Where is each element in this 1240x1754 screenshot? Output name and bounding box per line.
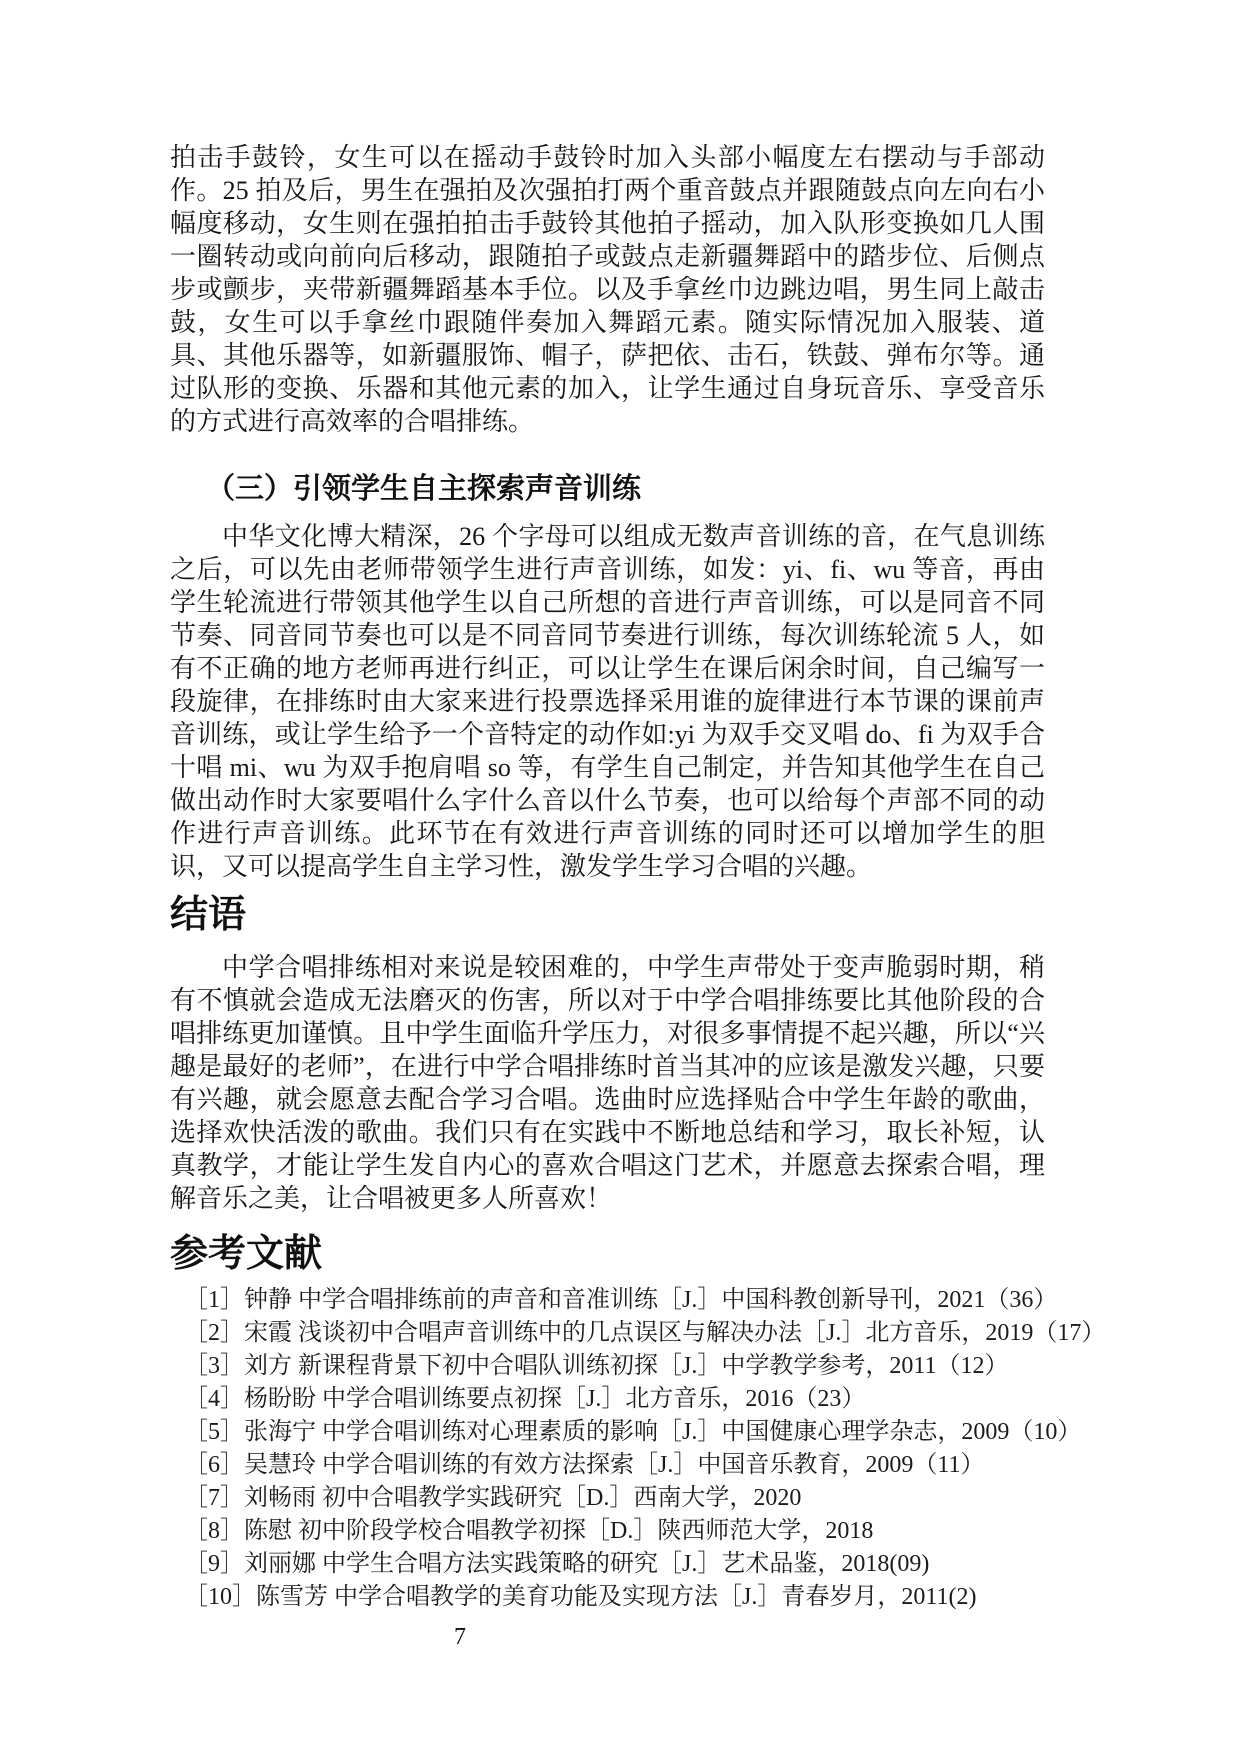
section-3-heading: （三）引领学生自主探索声音训练	[206, 473, 642, 505]
reference-item: ［4］杨盼盼 中学合唱训练要点初探［J.］北方音乐，2016（23）	[184, 1386, 866, 1412]
body-paragraph-section3: 中华文化博大精深，26 个字母可以组成无数声音训练的音，在气息训练之后，可以先由老师带领学生进行声音训练，如发：yi、fi、wu 等音，再由学生轮流进行带领其他学生以自己所想的音进行声音训练，可以是同音不同节奏、同音同节奏也可以是不同音同节奏进行训练，每次训练轮流 5 人，如有不正确的地方老师再进行纠正，可以让学生在课后闲余时间，自己编写一段旋律，在排练时由大家来进行投票选择采用谁的旋律进行本节课的课前声音训练，或让学生给予一个音特定的动作如:yi 为双手交叉唱 do、fi 为双手合十唱 mi、wu 为双手抱肩唱 so 等，有学生自己制定，并告知其他学生在自己做出动作时大家要唱什么字什么音以什么节奏，也可以给每个声部不同的动作进行声音训练。此环节在有效进行声音训练的同时还可以增加学生的胆识，又可以提高学生自主学习性，激发学生学习合唱的兴趣。	[170, 522, 1045, 881]
references-heading: 参考文献	[170, 1233, 323, 1275]
page-content	[170, 141, 1106, 1614]
reference-item: ［9］刘丽娜 中学生合唱方法实践策略的研究［J.］艺术品鉴，2018(09)	[184, 1551, 930, 1577]
conclusion-heading: 结语	[170, 894, 247, 936]
reference-item: ［5］张海宁 中学合唱训练对心理素质的影响［J.］中国健康心理学杂志，2009（10）	[184, 1419, 1082, 1445]
page-number: 7	[454, 1624, 466, 1650]
reference-list	[170, 1284, 1106, 1614]
reference-item: ［1］钟静 中学合唱排练前的声音和音准训练［J.］中国科教创新导刊，2021（36）	[184, 1287, 1058, 1313]
reference-item: ［6］吴慧玲 中学合唱训练的有效方法探索［J.］中国音乐教育，2009（11）	[184, 1452, 985, 1478]
reference-item: ［10］陈雪芳 中学合唱教学的美育功能及实现方法［J.］青春岁月，2011(2)	[184, 1584, 977, 1610]
reference-item: ［8］陈慰 初中阶段学校合唱教学初探［D.］陕西师范大学，2018	[184, 1518, 874, 1544]
body-paragraph-conclusion: 中学合唱排练相对来说是较困难的，中学生声带处于变声脆弱时期，稍有不慎就会造成无法磨灭的伤害，所以对于中学合唱排练要比其他阶段的合唱排练更加谨慎。且中学生面临升学压力，对很多事情提不起兴趣，所以“兴趣是最好的老师”，在进行中学合唱排练时首当其冲的应该是激发兴趣，只要有兴趣，就会愿意去配合学习合唱。选曲时应选择贴合中学生年龄的歌曲，选择欢快活泼的歌曲。我们只有在实践中不断地总结和学习，取长补短，认真教学，才能让学生发自内心的喜欢合唱这门艺术，并愿意去探索合唱，理解音乐之美，让合唱被更多人所喜欢！	[170, 953, 1045, 1213]
body-paragraph-continuation: 拍击手鼓铃，女生可以在摇动手鼓铃时加入头部小幅度左右摆动与手部动作。25 拍及后，男生在强拍及次强拍打两个重音鼓点并跟随鼓点向左向右小幅度移动，女生则在强拍拍击手鼓铃其他拍子摇动，加入队形变换如几人围一圈转动或向前向后移动，跟随拍子或鼓点走新疆舞蹈中的踏步位、后侧点步或颤步，夹带新疆舞蹈基本手位。以及手拿丝巾边跳边唱，男生同上敲击鼓，女生可以手拿丝巾跟随伴奏加入舞蹈元素。随实际情况加入服装、道具、其他乐器等，如新疆服饰、帽子，萨把依、击石，铁鼓、弹布尔等。通过队形的变换、乐器和其他元素的加入，让学生通过自身玩音乐、享受音乐的方式进行高效率的合唱排练。	[170, 143, 1045, 436]
reference-item: ［7］刘畅雨 初中合唱教学实践研究［D.］西南大学，2020	[184, 1485, 802, 1511]
reference-item: ［2］宋霞 浅谈初中合唱声音训练中的几点误区与解决办法［J.］北方音乐，2019（17）	[184, 1320, 1106, 1346]
reference-item: ［3］刘方 新课程背景下初中合唱队训练初探［J.］中学教学参考，2011（12）	[184, 1353, 1009, 1379]
